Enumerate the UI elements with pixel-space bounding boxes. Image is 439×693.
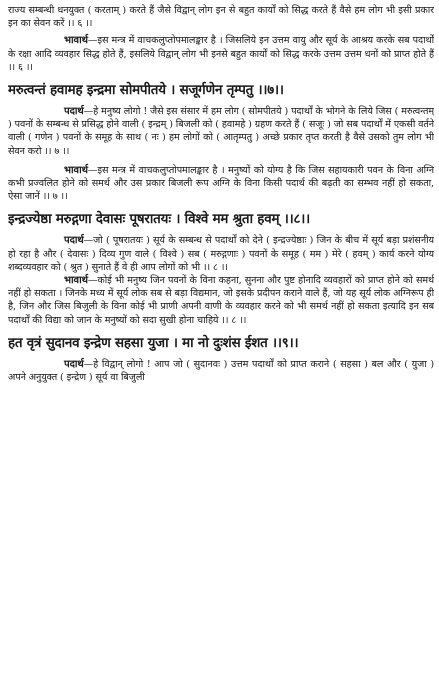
paragraph-text: —हे मनुष्य लोगो ! जैसे इस संसार में हम लोग ( सोमपीतये ) पदार्थों के भोगने के लिये जिस ( मरुत्वन्तम् ) पवनों के सम्बन्ध से प्रसिद्ध होने वाली ( इन्द्रम् ) बिजली को ( हवामहे ) ग्रहण करते हैं ( सजूः ) जो सब पदार्थों में एकसी वर्तने वाली ( गणेन ) पवनों के समूह के साथ ( नः ) हम लोगों को ( आतृम्पतु ) अच्छे प्रकार तृप्त करती है वैसे उसको तुम लोग भी सेवन करो ।। ७ ।। xyxy=(8,106,434,157)
paragraph-lead: पदार्थ xyxy=(64,358,84,370)
padartha-paragraph xyxy=(8,234,434,274)
mantra-verse: मरुत्वन्तं हवामह इन्द्रमा सोमपीतये । सजूर्गणेन तृम्पतु ।।७।। xyxy=(8,82,284,99)
bhavartha-paragraph xyxy=(8,34,434,74)
mantra-verse: इन्द्रज्येष्ठा मरुद्गणा देवासः पूषरातयः । विश्वे मम श्रुता हवम् ।।८।। xyxy=(8,211,310,228)
scanned-page xyxy=(8,4,434,690)
paragraph-lead: भावार्थ xyxy=(64,164,88,176)
paragraph-text: —इस मन्त्र में वाचकलुप्तोपमालङ्कार है । जिसलिये इन उत्तम वायु और सूर्य के आश्रय करके सब पदार्थों के रक्षा आदि व्यवहार सिद्ध होते हैं, इसलिये विद्वान् लोग भी इनसे बहुत कार्यों को सिद्ध करके उत्तम उत्तम धनों को प्राप्त होते हैं ।। ६ ।। xyxy=(8,35,434,73)
paragraph-text: —जो ( पूषरातयः ) सूर्य के सम्बन्ध से पदार्थों को देने ( इन्द्रज्येष्ठाः ) जिन के बीच में सूर्य बड़ा प्रशंसनीय हो रहा है और ( देवासः ) दिव्य गुण वाले ( विश्वे ) सब ( मरुद्गणाः ) पवनों के समूह ( मम ) मेरे ( हवम् ) कार्य करने योग्य शब्दव्यवहार को ( श्रुत ) सुनाते हैं वे ही आप लोगों को भी ।। ८ ।। xyxy=(8,235,434,273)
paragraph-lead: पदार्थ xyxy=(64,106,84,118)
paragraph-lead: पदार्थ xyxy=(64,235,84,247)
bhavartha-paragraph xyxy=(8,164,434,204)
paragraph-lead: भावार्थ xyxy=(64,275,88,287)
paragraph-text: —इस मन्त्र में वाचकलुप्तोपमालङ्कार है । मनुष्यों को योग्य है कि जिस सहायकारी पवन के विना अग्नि कभी प्रज्वलित होने को समर्थ और उस प्रकार बिजली रूप अग्नि के विना किसी पदार्थ की बढ़ती का सम्भव नहीं हो सकता, ऐसा जानें ।। ७ ।। xyxy=(8,164,434,203)
padartha-paragraph xyxy=(8,105,434,158)
paragraph-lead: भावार्थ xyxy=(64,35,88,47)
padartha-paragraph xyxy=(8,358,434,384)
paragraph-text: —कोई भी मनुष्य जिन पवनों के विना कहना, सुनना और पुष्ट होनादि व्यवहारों को प्राप्त होने को समर्थ नहीं हो सकता । जिनके मध्य में सूर्य लोक सब से बड़ा विद्यमान, जो इसके प्रदीपन कराने वाले हैं, जो यह सूर्य लोक अग्निरूप ही है, जिन और जिस बिजुली के विना कोई भी प्राणी अपनी वाणी के व्यवहार करने को भी समर्थ नहीं हो सकता इत्यादि इन सब पदार्थों की विद्या को जान के मनुष्यों को सदा सुखी होना चाहिये ।। ८ ।। xyxy=(8,275,434,326)
mantra-verse: हत वृत्रं सुदानव इन्द्रेण सहसा युजा । मा नो दुःशंस ईशत ।।९।। xyxy=(8,334,299,351)
bhavartha-paragraph xyxy=(8,274,434,327)
paragraph-text: —हे विद्वान् लोगो ! आप जो ( सुदानवः ) उत्तम पदार्थों को प्राप्त कराने ( सहसा ) बल और ( युजा ) अपने अनुयुक्त ( इन्द्रेण ) सूर्य वा बिजुली xyxy=(8,358,434,384)
paragraph-text: राज्य सम्बन्धी धनयुक्त ( करताम् ) करते हैं जैसे विद्वान् लोग इन से बहुत कार्यों को सिद्ध करते हैं वैसे हम लोग भी इसी प्रकार इन का सेवन करें ।। ६ ।। xyxy=(8,5,434,30)
text-paragraph xyxy=(8,4,434,30)
